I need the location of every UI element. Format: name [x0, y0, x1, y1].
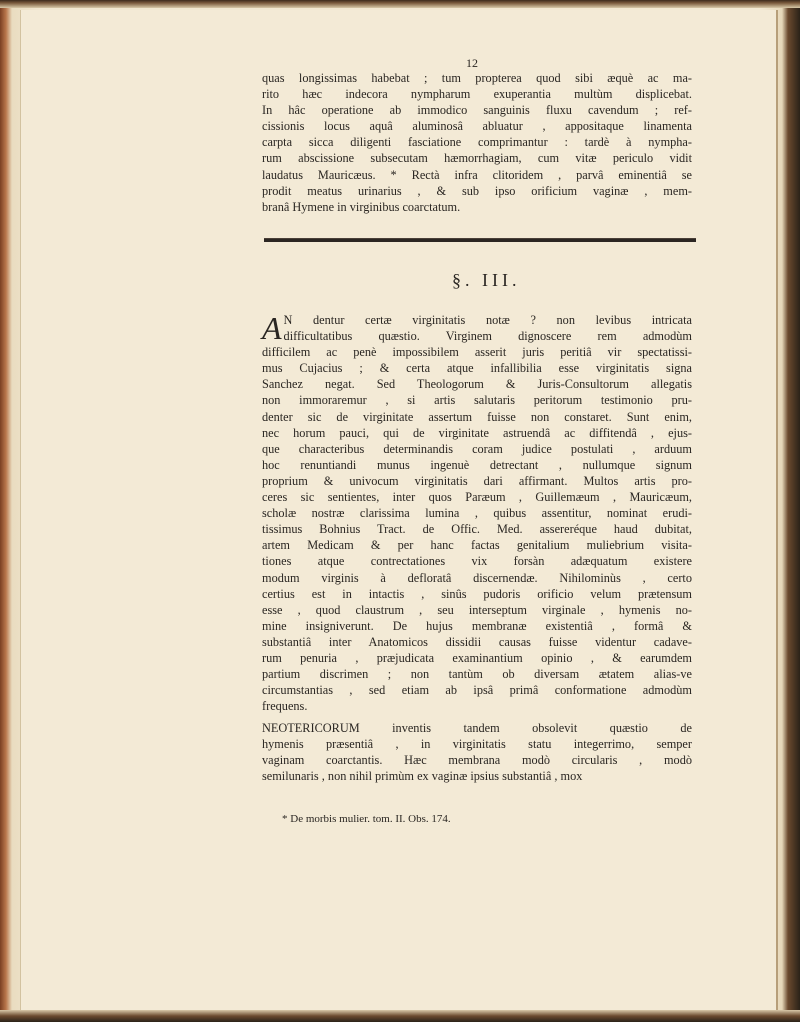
text-line: vaginam coarctantis. Hæc membrana modò circularis , modò [262, 753, 692, 768]
paragraph-section-3 [262, 312, 692, 714]
section-divider-rule [264, 238, 696, 242]
text-line: hymenis præsentiâ , in virginitatis statu integerrimo, semper [262, 737, 692, 752]
text-line: circumstantias , sed etiam ab ipsâ primâ conformatione admodùm [262, 683, 692, 698]
text-line: rum abscissione subsecutam hæmorrhagiam, cum vitæ periculo vidit [262, 151, 692, 166]
text-line: carpta sicca diligenti fasciatione comprimantur : tardè à nympha- [262, 135, 692, 150]
text-line: frequens. [262, 699, 308, 714]
text-line: modum virginis à defloratâ discernendæ. Nihilominùs , certo [262, 570, 692, 585]
text-line: branâ Hymene in virginibus coarctatum. [262, 199, 461, 214]
text-line: denter sic de virginitate assertum fuisse non constaret. Sunt enim, [262, 409, 692, 424]
text-line: laudatus Mauricæus. * Rectà infra clitoridem , parvâ eminentiâ se [262, 167, 692, 182]
text-line: certius est in intactis , sinûs pudoris orificio velum prætensum [262, 586, 692, 601]
text-line: semilunaris , non nihil primùm ex vaginæ ipsius substantiâ , mox [262, 769, 583, 784]
book-top-edge [0, 0, 800, 8]
text-line: NEOTERICORUM inventis tandem obsolevit quæstio de [262, 721, 692, 735]
text-line: partium discrimen ; non tantùm ob diversam ætatem alias-ve [262, 667, 692, 682]
text-line: artem Medicam & per hanc factas genitalium muliebrium visita- [262, 538, 692, 553]
text-line: rum penuria , præjudicata examinantium opinio , & earumdem [262, 650, 692, 665]
text-line: substantiâ inter Anatomicos dissidii causas fuisse videntur cadave- [262, 634, 692, 649]
text-line: quas longissimas habebat ; tum propterea quod sibi æquè ac ma- [262, 71, 692, 85]
book-bottom-edge [0, 1010, 800, 1022]
text-line: nec horum pauci, qui de virginitate astruendâ ac diffitendâ , ejus- [262, 425, 692, 440]
text-line: non immoraremur , si artis salutaris peritorum testimonio pru- [262, 393, 692, 408]
text-line: N dentur certæ virginitatis notæ ? non levibus intricata [283, 313, 692, 327]
text-line: hoc renuntiandi munus ingenuè detrectant , nullumque signum [262, 457, 692, 472]
text-line: tissimus Bohnius Tract. de Offic. Med. assereréque haud dubitat, [262, 522, 692, 537]
text-line: ceres sic sentientes, inter quos Paræum , Guillemæum , Mauricæum, [262, 490, 692, 505]
paragraph-neotericorum [262, 720, 692, 784]
text-line: tiones atque contrectationes vix forsàn adæquatum existere [262, 554, 692, 569]
text-line: mine insigniverunt. De hujus membranæ existentiâ , formâ & [262, 618, 692, 633]
page-number: 12 [466, 56, 478, 70]
text-line: que characteribus determinandis coram judice postulati , arduum [262, 441, 692, 456]
section-heading: §. III. [452, 270, 521, 290]
text-line: scholæ nostræ clarissima lumina , quibus assentitur, nominat erudi- [262, 506, 692, 521]
text-line: esse , quod claustrum , seu interseptum virginale , hymenis no- [262, 602, 692, 617]
text-line: cissionis locus aquâ aluminosâ abluatur , appositaque linamenta [262, 119, 692, 134]
paragraph-continued [262, 70, 692, 215]
text-line: In hâc operatione ab immodico sanguinis fluxu cavendum ; ref- [262, 103, 692, 118]
text-line: prodit meatus urinarius , & sub ipso orificium vaginæ , mem- [262, 183, 692, 198]
text-line: Sanchez negat. Sed Theologorum & Juris-Consultorum allegatis [262, 377, 692, 392]
footnote: * De morbis mulier. tom. II. Obs. 174. [282, 813, 451, 825]
text-line: proprium & univocum virginitatis dari affirmant. Multos artis pro- [262, 473, 692, 488]
drop-cap-letter: A [262, 310, 282, 346]
text-line: rito hæc indecora nympharum exuperantia multùm displicebat. [262, 87, 692, 102]
text-line: difficilem ac penè impossibilem asserit juris peritiâ vir spectatissi- [262, 345, 692, 360]
text-line: mus Cujacius ; & certa atque infallibilia esse virginitatis signa [262, 361, 692, 376]
page-binding-edge [776, 10, 778, 1010]
text-line: difficultatibus quæstio. Virginem dignoscere rem admodùm [283, 329, 692, 344]
